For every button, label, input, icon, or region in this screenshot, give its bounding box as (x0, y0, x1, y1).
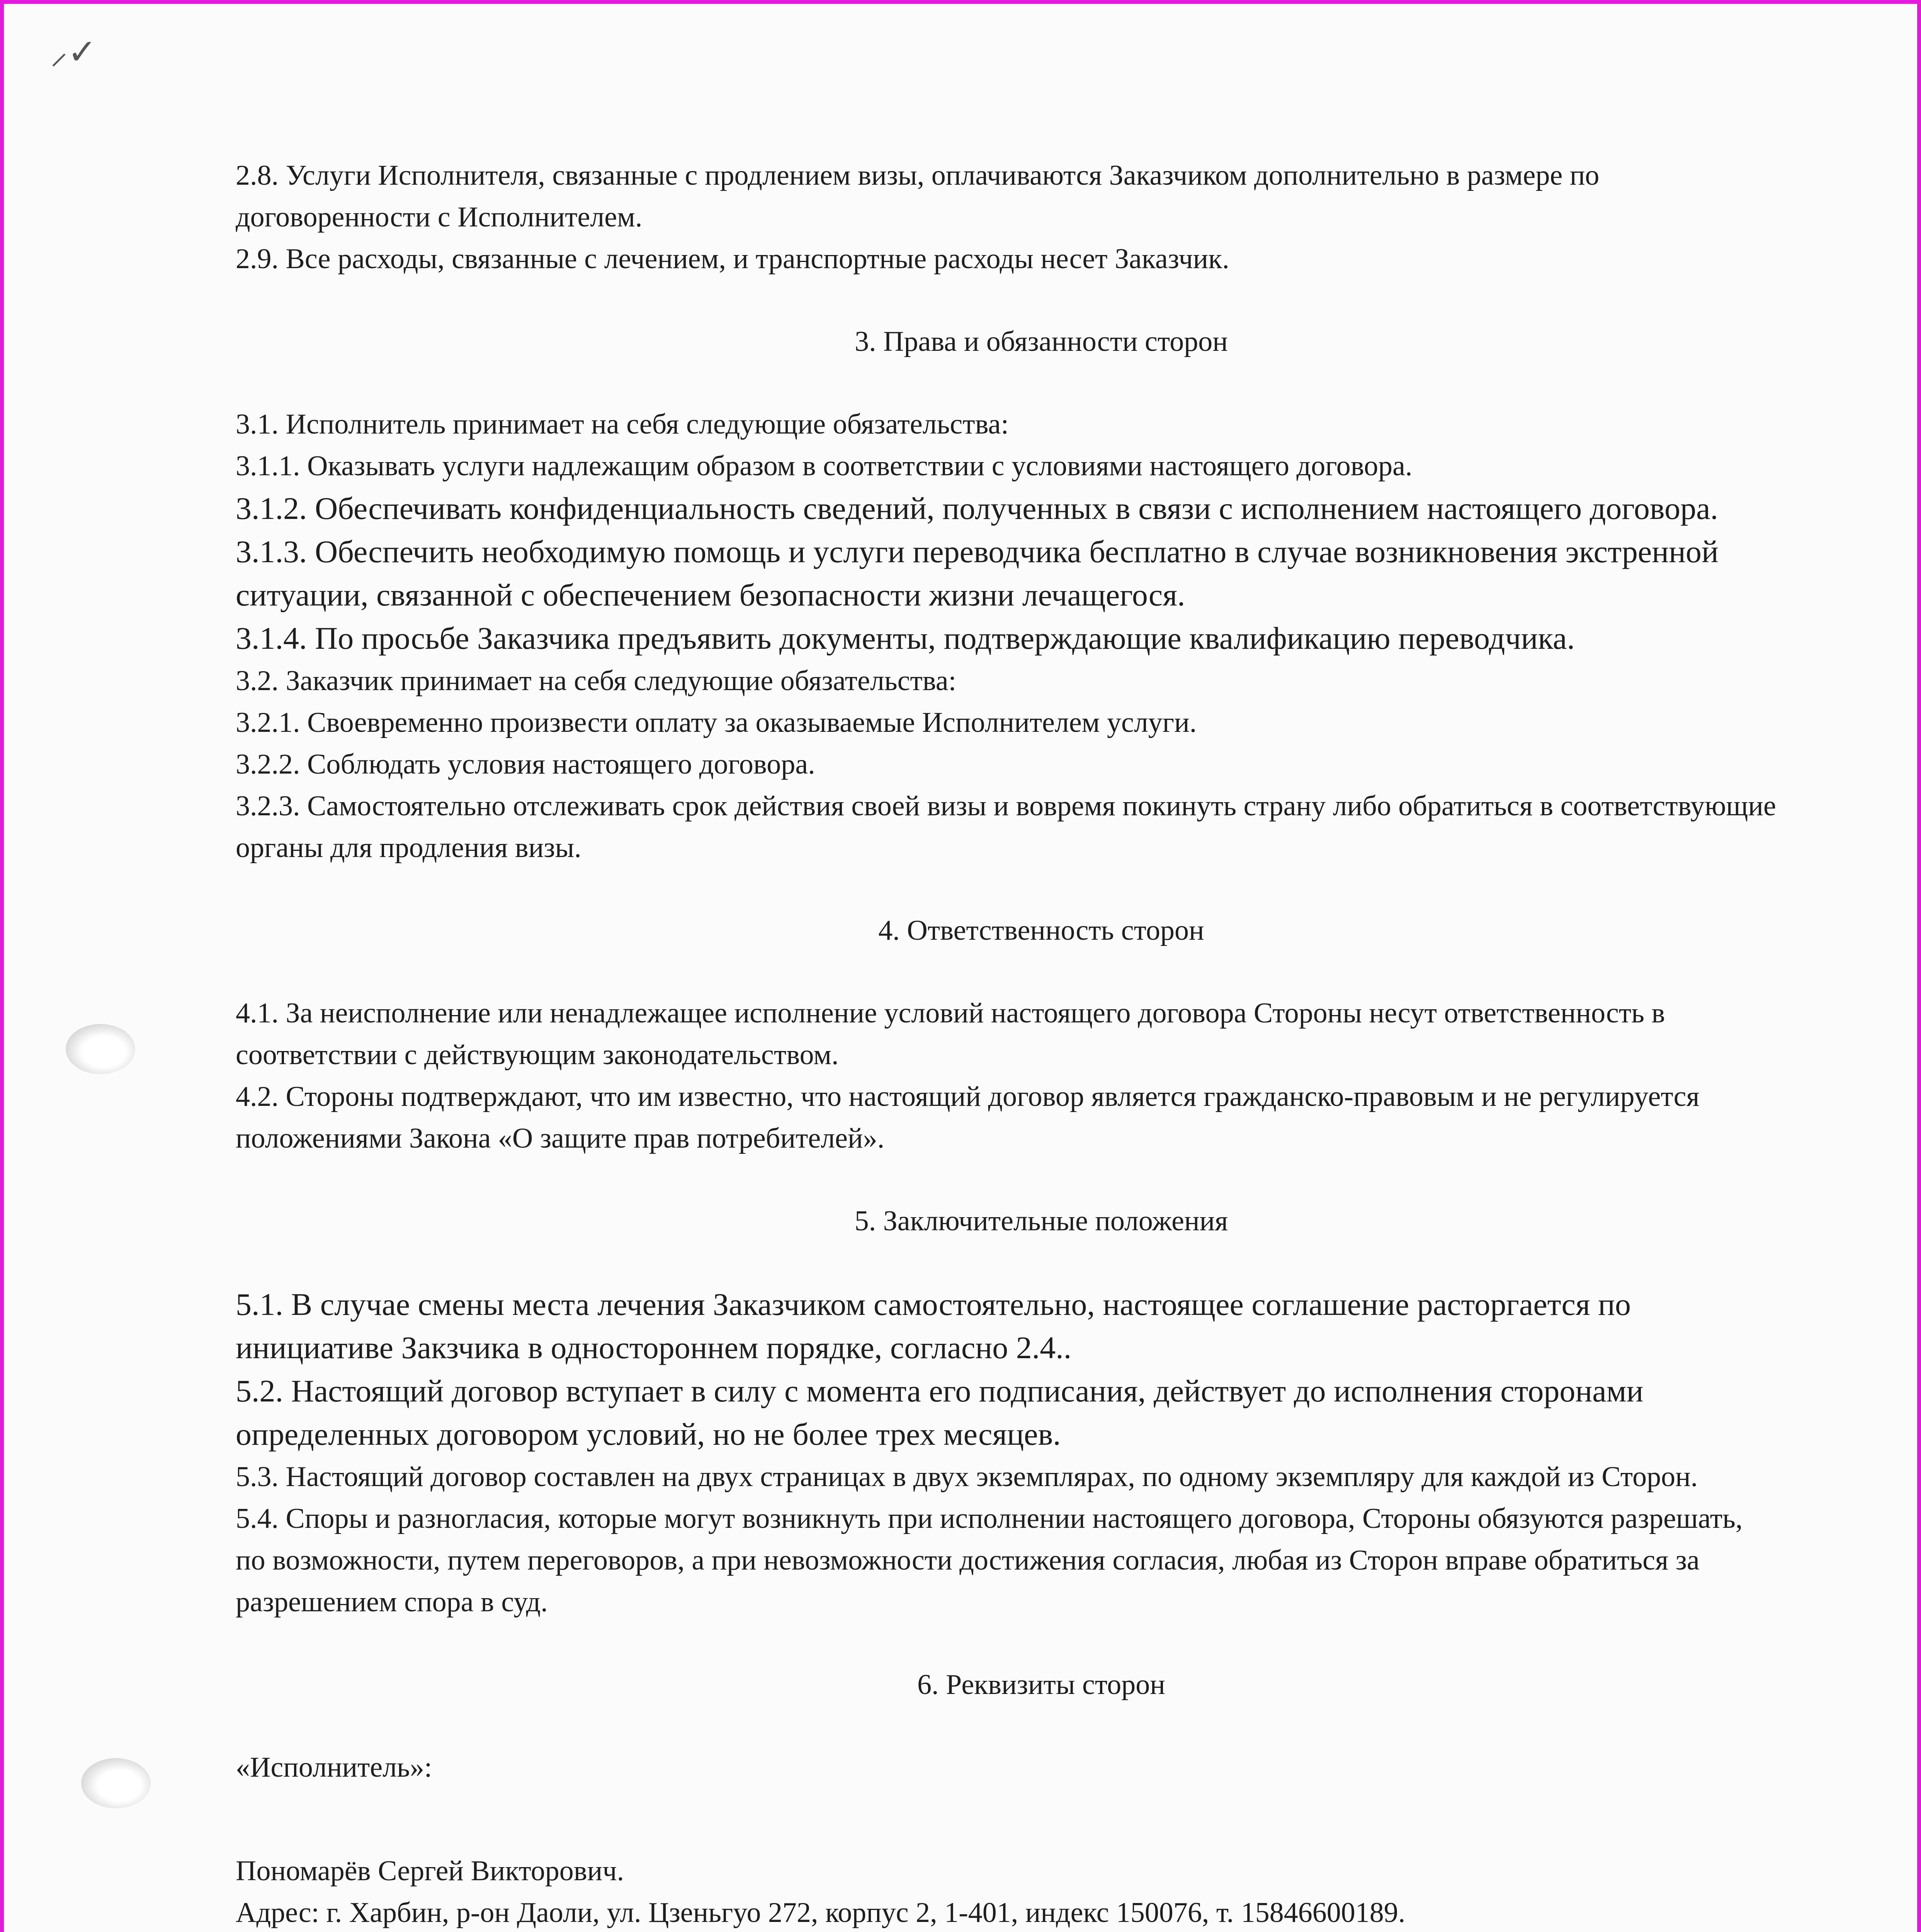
clause-4-1: 4.1. За неисполнение или ненадлежащее исполнение условий настоящего договора Стороны несут ответственность в соответствии с действующим законодательством. (236, 997, 1665, 1071)
clause-3-2: 3.2. Заказчик принимает на себя следующие обязательства: (236, 665, 957, 697)
contract-body (236, 155, 1777, 1932)
clause-2-8: 2.8. Услуги Исполнителя, связанные с продлением визы, оплачиваются Заказчиком дополнительно в размере по договоренности с Исполнителем. (236, 160, 1600, 233)
clause-3-2-1: 3.2.1. Своевременно произвести оплату за оказываемые Исполнителем услуги. (236, 707, 1197, 738)
section-3-title: 3. Права и обязанности сторон (855, 326, 1228, 357)
clause-5-3: 5.3. Настоящий договор составлен на двух страницах в двух экземплярах, по одному экземпляру для каждой из Сторон. (236, 1461, 1698, 1493)
clause-3-1-3: 3.1.3. Обеспечить необходимую помощь и услуги переводчика бесплатно в случае возникновения экстренной ситуации, связанной с обеспечением безопасности жизни лечащегося. (236, 534, 1719, 612)
section-4-title: 4. Ответственность сторон (878, 915, 1204, 946)
clause-3-1-2: 3.1.2. Обеспечивать конфиденциальность сведений, полученных в связи с исполнением настоящего договора. (236, 491, 1718, 526)
clause-3-1-1: 3.1.1. Оказывать услуги надлежащим образом в соответствии с условиями настоящего договора. (236, 450, 1413, 482)
punch-hole-bottom (81, 1758, 151, 1808)
clause-3-2-2: 3.2.2. Соблюдать условия настоящего договора. (236, 748, 815, 780)
section-6-title: 6. Реквизиты сторон (917, 1669, 1165, 1701)
executor-address: Адрес: г. Харбин, р-он Даоли, ул. Цзеньгуо 272, корпус 2, 1-401, индекс 150076, т. 15846600189. (236, 1897, 1406, 1929)
clause-4-2: 4.2. Стороны подтверждают, что им известно, что настоящий договор является гражданско-правовым и не регулируется положениями Закона «О защите прав потребителей». (236, 1081, 1700, 1154)
punch-hole-top (66, 1024, 135, 1074)
clause-3-2-3: 3.2.3. Самостоятельно отслеживать срок действия своей визы и вовремя покинуть страну либо обратиться в соответствующие органы для продления визы. (236, 790, 1776, 864)
clause-5-4: 5.4. Споры и разногласия, которые могут возникнуть при исполнении настоящего договора, Стороны обязуются разрешать, по возможности, путем переговоров, а при невозможности достижения согласия, любая из Сторон вправе обратиться за разрешением спора в суд. (236, 1503, 1743, 1618)
clause-2-9: 2.9. Все расходы, связанные с лечением, и транспортные расходы несет Заказчик. (236, 243, 1229, 275)
clause-5-2: 5.2. Настоящий договор вступает в силу с момента его подписания, действует до исполнения сторонами определенных договором условий, но не более трех месяцев. (236, 1373, 1644, 1452)
section-5-title: 5. Заключительные положения (854, 1205, 1228, 1237)
clause-3-1: 3.1. Исполнитель принимает на себя следующие обязательства: (236, 408, 1009, 440)
clause-5-1: 5.1. В случае смены места лечения Заказчиком самостоятельно, настоящее соглашение расторгается по инициативе Закзчика в одностороннем порядке, согласно 2.4.. (236, 1287, 1631, 1365)
executor-name: Пономарёв Сергей Викторович. (236, 1855, 624, 1887)
clause-3-1-4: 3.1.4. По просьбе Заказчика предъявить документы, подтверждающие квалификацию переводчика. (236, 621, 1575, 656)
corner-mark: ⸝✓ (50, 32, 97, 72)
executor-label: «Исполнитель»: (236, 1752, 432, 1783)
